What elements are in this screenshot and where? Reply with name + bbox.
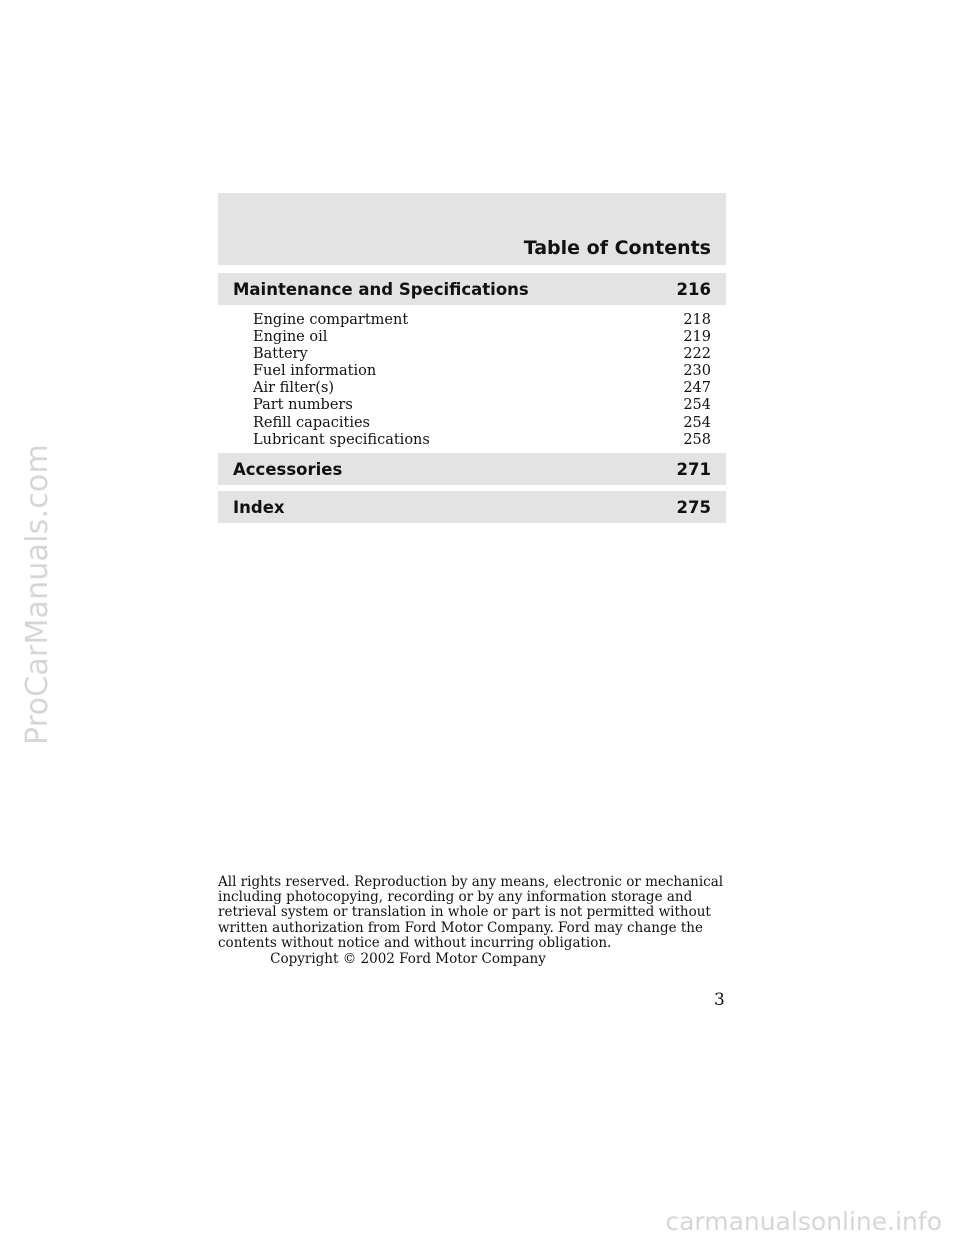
toc-section-accessories[interactable] <box>218 453 726 485</box>
subsection-label: Engine compartment <box>253 312 409 328</box>
section-label: Index <box>233 498 285 517</box>
subsection-label: Lubricant specifications <box>253 431 430 448</box>
section-page-number: 271 <box>676 460 711 479</box>
section-label: Accessories <box>233 460 343 479</box>
subsection-item[interactable] <box>253 380 711 397</box>
subsection-page: 219 <box>683 329 711 346</box>
subsection-page: 258 <box>683 431 711 448</box>
subsection-page: 247 <box>683 380 711 397</box>
subsection-label: Engine oil <box>253 329 328 346</box>
toc-section-maintenance[interactable] <box>218 273 726 305</box>
subsection-page: 222 <box>683 346 711 363</box>
copyright-notice: Copyright © 2002 Ford Motor Company <box>270 951 546 967</box>
toc-section-index[interactable] <box>218 491 726 523</box>
subsection-label: Refill capacities <box>253 414 370 431</box>
subsection-page: 254 <box>683 414 711 431</box>
subsection-item[interactable] <box>253 329 711 346</box>
section-page-number: 216 <box>676 280 711 299</box>
subsection-label: Air filter(s) <box>253 380 335 397</box>
rights-notice: All rights reserved. Reproduction by any means, electronic or mechanical including photocopying, recording or by any information storage and retrieval system or translation in whole or part is not permitted without written authorization from Ford Motor Company. Ford may change the contents without notice and without incurring obligation. <box>218 874 724 951</box>
subsection-label: Part numbers <box>253 397 353 414</box>
side-watermark: ProCarManuals.com <box>20 444 55 745</box>
bottom-watermark: carmanualsonline.info <box>665 1207 942 1236</box>
subsection-label: Battery <box>253 346 308 363</box>
subsection-item[interactable] <box>253 415 711 432</box>
section-label: Maintenance and Specifications <box>233 280 529 299</box>
subsection-page: 254 <box>683 397 711 414</box>
subsection-item[interactable] <box>253 432 711 449</box>
subsection-item[interactable] <box>253 363 711 380</box>
subsection-item[interactable] <box>253 346 711 363</box>
page-number: 3 <box>714 990 725 1010</box>
section-page-number: 275 <box>676 498 711 517</box>
subsection-item[interactable] <box>253 312 711 329</box>
subsection-item[interactable] <box>253 397 711 414</box>
toc-header <box>218 193 726 265</box>
subsection-label: Fuel information <box>253 363 377 380</box>
subsection-list <box>253 312 711 449</box>
subsection-page: 218 <box>683 312 711 328</box>
page-title: Table of Contents <box>523 237 711 259</box>
subsection-page: 230 <box>683 363 711 380</box>
